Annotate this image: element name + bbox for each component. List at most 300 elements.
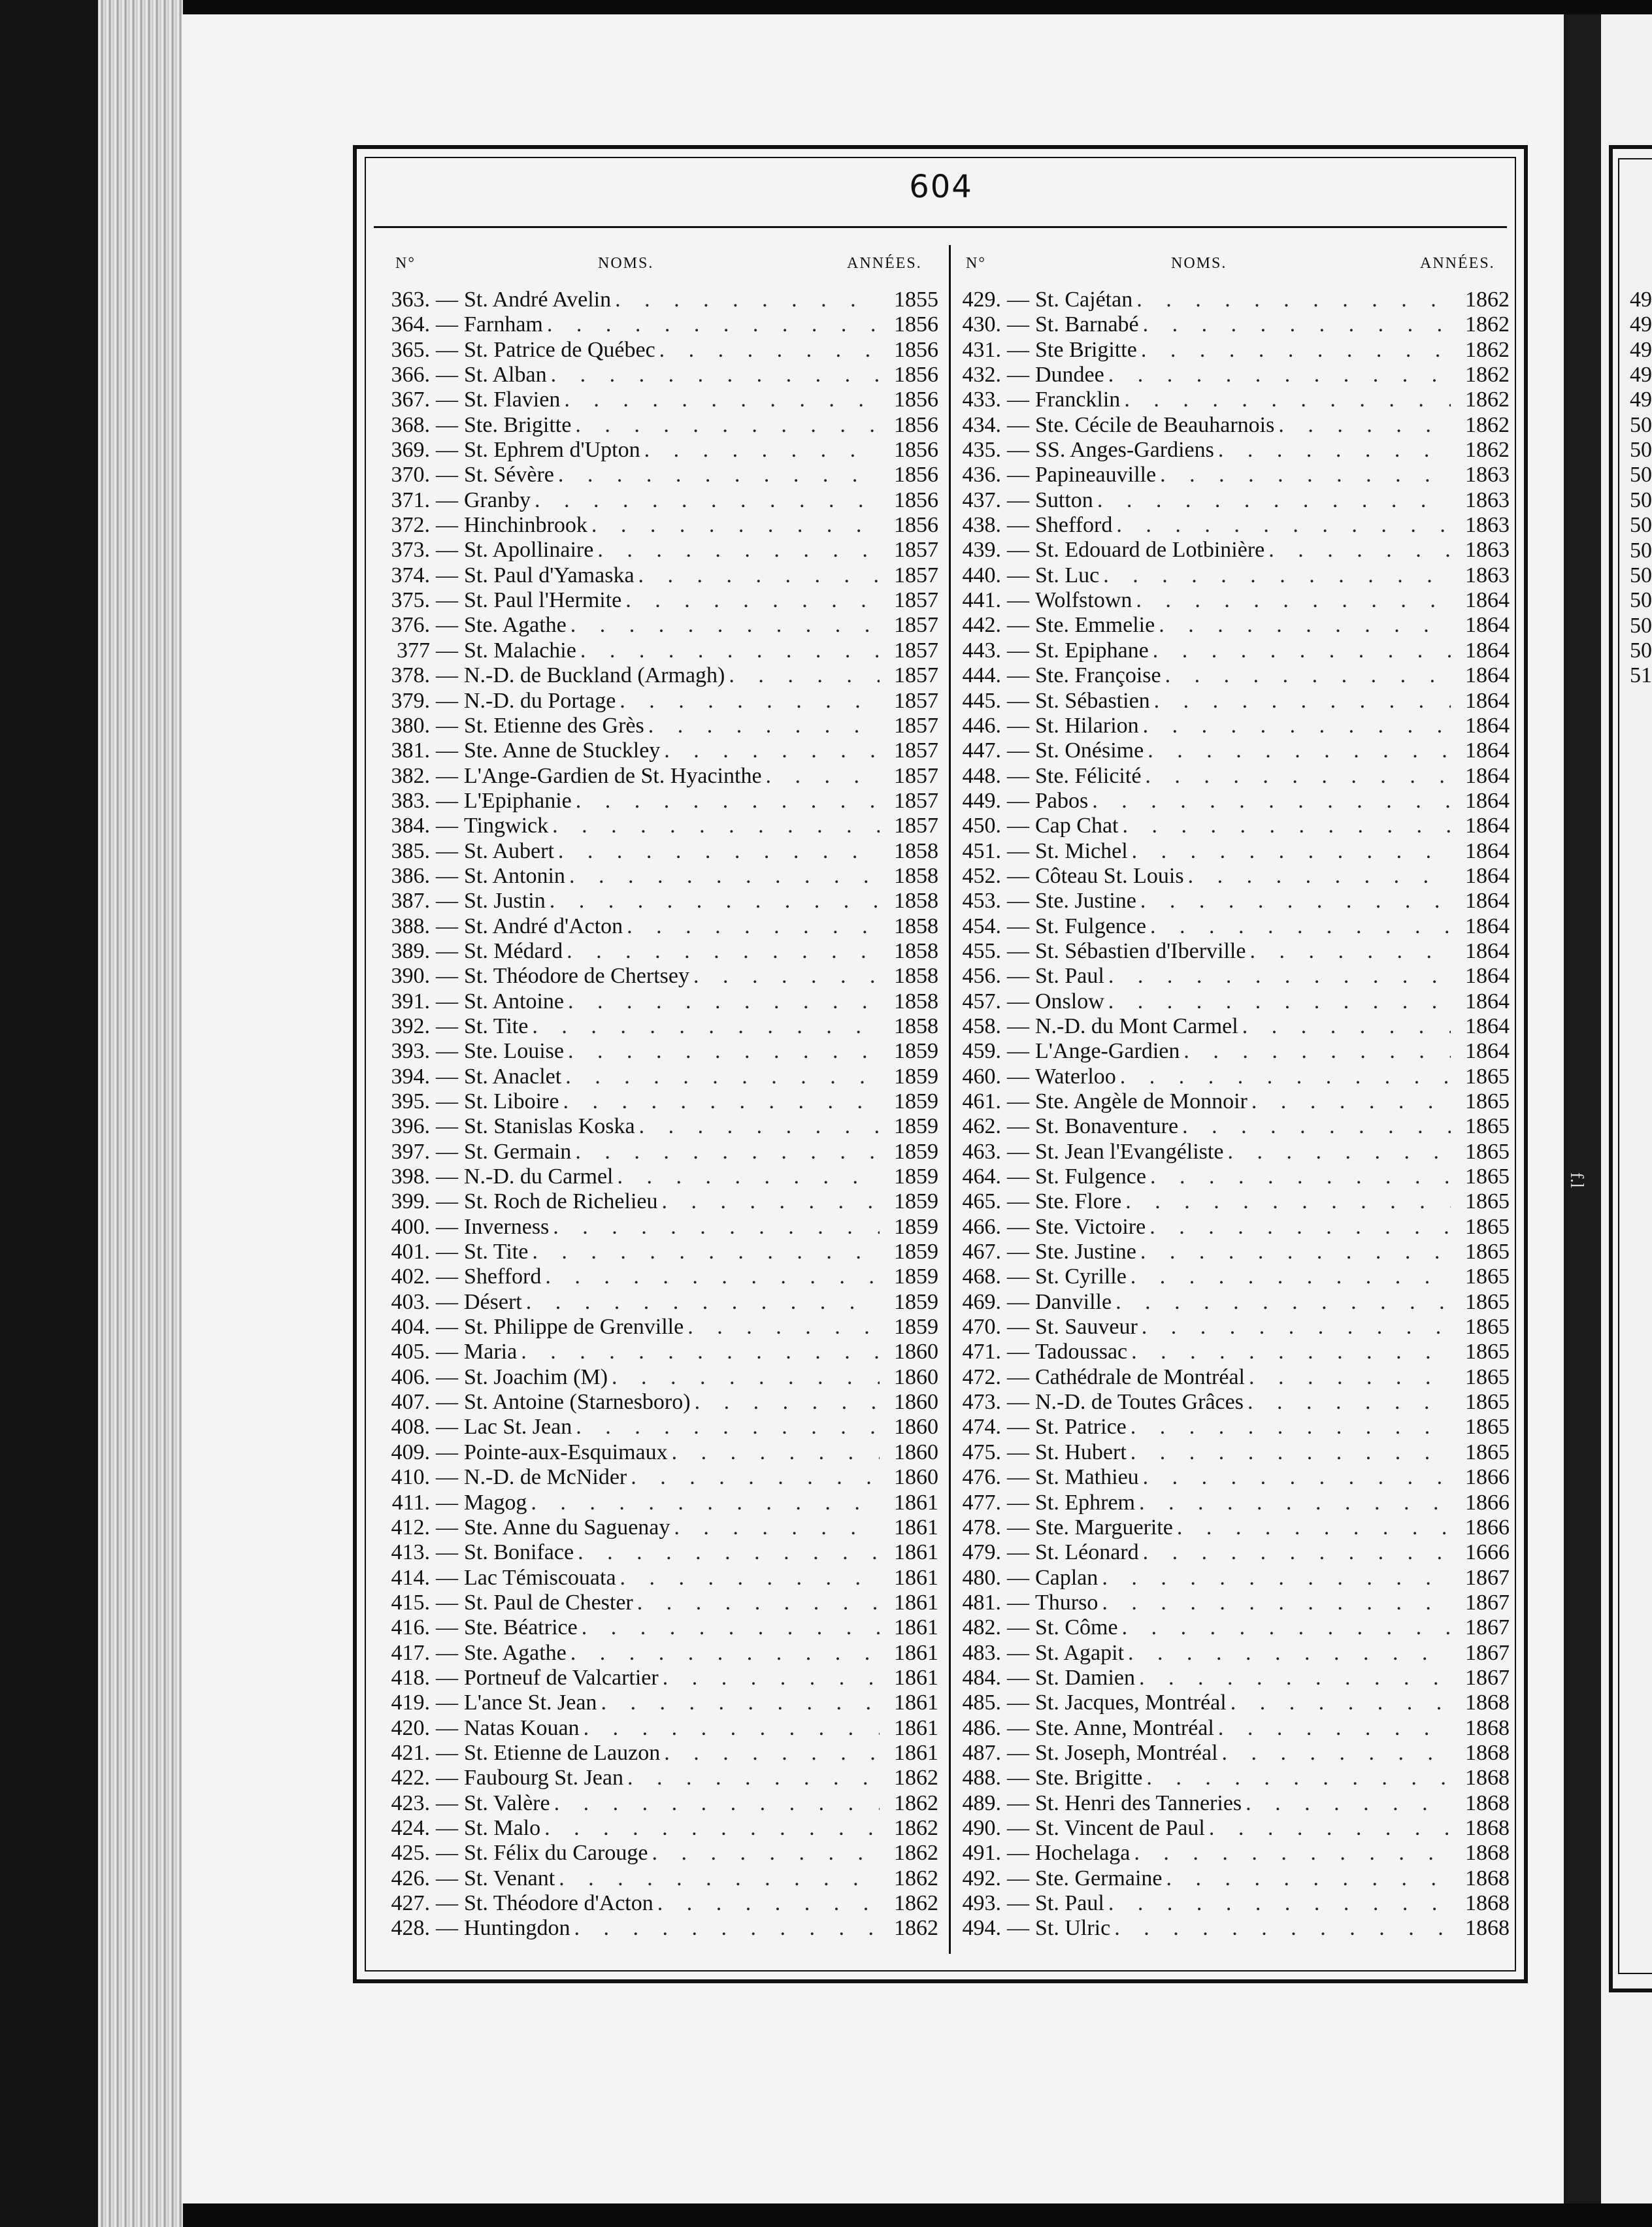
entry-year: 1868 xyxy=(1465,1841,1510,1866)
entry-dash: — xyxy=(1007,1364,1029,1389)
leader-dots xyxy=(1143,1465,1451,1490)
entry-name: Ste. Anne de Stuckley xyxy=(464,738,661,763)
entry-dash: — xyxy=(436,463,458,487)
leader-dots xyxy=(1153,638,1451,663)
entry-dash: — xyxy=(1007,1691,1029,1715)
table-row xyxy=(375,288,938,312)
table-row xyxy=(946,839,1510,864)
leader-dots xyxy=(558,839,880,864)
entry-name: N.-D. de Toutes Grâces xyxy=(1035,1390,1244,1415)
entry-dash: — xyxy=(1007,1590,1029,1615)
entry-year: 1868 xyxy=(1465,1891,1510,1915)
leader-dots xyxy=(1108,989,1451,1014)
table-row xyxy=(375,1540,938,1565)
entry-number: 462. xyxy=(962,1114,1001,1139)
entry-dash: — xyxy=(1007,1240,1029,1264)
entry-number: 487. xyxy=(962,1740,1001,1765)
entry-year: 1864 xyxy=(1465,613,1510,638)
entry-number: 369. xyxy=(391,438,430,463)
next-page-number: 50 xyxy=(1630,438,1652,463)
entry-year: 1861 xyxy=(894,1490,938,1515)
entry-year: 1864 xyxy=(1465,938,1510,963)
table-row xyxy=(375,1039,938,1064)
entry-dash: — xyxy=(1007,1841,1029,1866)
table-row xyxy=(375,1189,938,1214)
entry-year: 1864 xyxy=(1465,1014,1510,1038)
entry-dash: — xyxy=(1007,1515,1029,1540)
entry-dash: — xyxy=(436,889,458,914)
entry-number: 444. xyxy=(962,663,1001,688)
leader-dots xyxy=(620,1566,880,1591)
entry-year: 1861 xyxy=(894,1640,938,1665)
entry-name: St. Epiphane xyxy=(1035,638,1149,663)
left-column-entries xyxy=(375,288,938,1941)
table-row xyxy=(375,463,938,487)
entry-number: 491. xyxy=(962,1841,1001,1866)
table-row xyxy=(375,814,938,838)
entry-name: St. Vincent de Paul xyxy=(1035,1815,1205,1840)
entry-number: 395. xyxy=(391,1089,430,1114)
leader-dots xyxy=(1114,1916,1451,1941)
entry-dash: — xyxy=(436,538,458,563)
leader-dots xyxy=(1251,1089,1451,1114)
entry-number: 371. xyxy=(391,487,430,512)
table-row xyxy=(375,689,938,714)
entry-number: 477. xyxy=(962,1490,1001,1515)
entry-year: 1868 xyxy=(1465,1691,1510,1715)
table-row xyxy=(375,1615,938,1640)
entry-number: 441. xyxy=(962,588,1001,613)
entry-year: 1856 xyxy=(894,312,938,337)
entry-year: 1859 xyxy=(894,1039,938,1064)
table-row xyxy=(946,1515,1510,1540)
entry-year: 1860 xyxy=(894,1440,938,1464)
leader-dots xyxy=(766,764,880,789)
entry-year: 1864 xyxy=(1465,688,1510,713)
entry-name: Ste. Félicité xyxy=(1035,763,1142,788)
entry-number: 423. xyxy=(391,1790,430,1815)
leader-dots xyxy=(1242,1014,1451,1039)
entry-name: Farnham xyxy=(464,312,543,337)
entry-dash: — xyxy=(1007,388,1029,412)
table-row xyxy=(946,889,1510,914)
leader-dots xyxy=(1145,764,1451,789)
entry-number: 376. xyxy=(391,613,430,638)
next-page-number: 50 xyxy=(1630,638,1652,663)
entry-year: 1865 xyxy=(1465,1289,1510,1314)
entry-number: 400. xyxy=(391,1214,430,1239)
entry-number: 445. xyxy=(962,688,1001,713)
entry-year: 1868 xyxy=(1465,1916,1510,1941)
entry-dash: — xyxy=(436,487,458,512)
entry-year: 1861 xyxy=(894,1691,938,1715)
table-row xyxy=(375,1365,938,1390)
entry-number: 473. xyxy=(962,1390,1001,1415)
entry-number: 401. xyxy=(391,1240,430,1264)
entry-year: 1862 xyxy=(894,1815,938,1840)
entry-year: 1862 xyxy=(894,1866,938,1890)
entry-dash: — xyxy=(436,1440,458,1464)
entry-year: 1858 xyxy=(894,964,938,989)
leader-dots xyxy=(1247,1390,1451,1415)
entry-name: St. Justin xyxy=(464,889,546,914)
entry-year: 1863 xyxy=(1465,487,1510,512)
entry-name: L'ance St. Jean xyxy=(464,1691,597,1715)
entry-number: 481. xyxy=(962,1590,1001,1615)
entry-year: 1858 xyxy=(894,938,938,963)
entry-name: Lac St. Jean xyxy=(464,1415,572,1440)
entry-year: 1859 xyxy=(894,1064,938,1089)
table-row xyxy=(946,1716,1510,1741)
leader-dots xyxy=(552,814,880,838)
table-row xyxy=(946,1365,1510,1390)
entry-name: L'Epiphanie xyxy=(464,788,572,813)
entry-name: St. Henri des Tanneries xyxy=(1035,1790,1242,1815)
header-years-right: ANNÉES. xyxy=(1420,255,1495,272)
next-page-number: 50 xyxy=(1630,563,1652,587)
entry-dash: — xyxy=(436,613,458,638)
entry-number: 413. xyxy=(391,1540,430,1565)
leader-dots xyxy=(1128,1641,1451,1666)
table-row xyxy=(375,1816,938,1841)
entry-name: St. Paul l'Hermite xyxy=(464,588,622,613)
table-row xyxy=(946,1816,1510,1841)
leader-dots xyxy=(564,388,880,412)
entry-dash: — xyxy=(436,412,458,437)
entry-name: Ste. Emmelie xyxy=(1035,613,1155,638)
entry-name: Ste. Justine xyxy=(1035,1240,1136,1264)
table-row xyxy=(946,864,1510,889)
entry-dash: — xyxy=(1007,688,1029,713)
table-row xyxy=(946,588,1510,613)
entry-number: 479. xyxy=(962,1540,1001,1565)
entry-number: 390. xyxy=(391,964,430,989)
table-row xyxy=(375,388,938,412)
leader-dots xyxy=(1140,1240,1451,1264)
entry-name: St. Théodore de Chertsey xyxy=(464,964,689,989)
entry-name: St. Sévère xyxy=(464,463,554,487)
entry-number: 420. xyxy=(391,1715,430,1740)
entry-number: 460. xyxy=(962,1064,1001,1089)
entry-number: 455. xyxy=(962,938,1001,963)
entry-name: St. Aubert xyxy=(464,838,554,863)
table-row xyxy=(946,1114,1510,1139)
leader-dots xyxy=(601,1691,880,1715)
entry-dash: — xyxy=(1007,1766,1029,1790)
entry-dash: — xyxy=(1007,588,1029,613)
entry-year: 1862 xyxy=(1465,288,1510,312)
entry-number: 409. xyxy=(391,1440,430,1464)
entry-number: 424. xyxy=(391,1815,430,1840)
entry-number: 402. xyxy=(391,1264,430,1289)
entry-number: 452. xyxy=(962,863,1001,888)
table-row xyxy=(946,738,1510,763)
leader-dots xyxy=(521,1340,880,1364)
entry-year: 1865 xyxy=(1465,1340,1510,1364)
table-row xyxy=(946,1264,1510,1289)
entry-name: Hochelaga xyxy=(1035,1841,1131,1866)
next-page-number: 50 xyxy=(1630,613,1652,638)
header-num-right: N° xyxy=(966,255,986,272)
entry-year: 1864 xyxy=(1465,638,1510,663)
table-row xyxy=(375,1315,938,1340)
entry-number: 490. xyxy=(962,1815,1001,1840)
entry-dash: — xyxy=(1007,1064,1029,1089)
entry-dash: — xyxy=(436,1340,458,1364)
entry-name: St. Flavien xyxy=(464,388,561,412)
leader-dots xyxy=(1139,1491,1451,1515)
entry-name: Shefford xyxy=(1035,513,1113,538)
entry-year: 1859 xyxy=(894,1240,938,1264)
entry-name: St. Paul de Chester xyxy=(464,1590,633,1615)
leader-dots xyxy=(663,1666,880,1691)
table-row xyxy=(946,338,1510,363)
entry-dash: — xyxy=(1007,1114,1029,1139)
entry-number: 425. xyxy=(391,1841,430,1866)
table-row xyxy=(375,1114,938,1139)
entry-dash: — xyxy=(436,1640,458,1665)
leader-dots xyxy=(674,1515,880,1540)
leader-dots xyxy=(582,1615,880,1640)
leader-dots xyxy=(578,1540,880,1565)
entry-year: 1865 xyxy=(1465,1390,1510,1415)
table-row xyxy=(375,1791,938,1816)
table-row xyxy=(946,413,1510,438)
entry-number: 488. xyxy=(962,1766,1001,1790)
entry-dash: — xyxy=(1007,312,1029,337)
entry-name: Ste. Béatrice xyxy=(464,1615,578,1640)
entry-name: St. André d'Acton xyxy=(464,914,623,938)
entry-number: 397. xyxy=(391,1139,430,1164)
entry-name: St. Antonin xyxy=(464,863,565,888)
leader-dots xyxy=(568,989,880,1014)
entry-name: Cap Chat xyxy=(1035,814,1119,838)
entry-year: 1857 xyxy=(894,788,938,813)
entry-number: 458. xyxy=(962,1014,1001,1038)
table-row xyxy=(375,889,938,914)
entry-name: St. Agapit xyxy=(1035,1640,1125,1665)
entry-number: 483. xyxy=(962,1640,1001,1665)
entry-year: 1859 xyxy=(894,1289,938,1314)
table-row xyxy=(375,989,938,1014)
entry-number: 459. xyxy=(962,1039,1001,1064)
leader-dots xyxy=(1227,1140,1451,1164)
entry-number: 410. xyxy=(391,1465,430,1490)
entry-year: 1864 xyxy=(1465,788,1510,813)
entry-name: St. Germain xyxy=(464,1139,572,1164)
entry-year: 1861 xyxy=(894,1540,938,1565)
entry-number: 383. xyxy=(391,788,430,813)
entry-number: 364. xyxy=(391,312,430,337)
entry-number: 467. xyxy=(962,1240,1001,1264)
entry-dash: — xyxy=(436,1916,458,1941)
entry-year: 1862 xyxy=(894,1766,938,1790)
entry-year: 1862 xyxy=(894,1891,938,1915)
leader-dots xyxy=(1149,1215,1451,1240)
entry-dash: — xyxy=(436,588,458,613)
entry-year: 1856 xyxy=(894,412,938,437)
entry-name: Maria xyxy=(464,1340,518,1364)
entry-name: Ste. Victoire xyxy=(1035,1214,1146,1239)
entry-name: St. Barnabé xyxy=(1035,312,1139,337)
leader-dots xyxy=(693,964,880,989)
table-row xyxy=(375,1415,938,1440)
entry-number: 404. xyxy=(391,1315,430,1340)
entry-number: 436. xyxy=(962,463,1001,487)
entry-year: 1859 xyxy=(894,1089,938,1114)
entry-dash: — xyxy=(436,1139,458,1164)
entry-number: 417. xyxy=(391,1640,430,1665)
table-row xyxy=(946,1691,1510,1715)
entry-dash: — xyxy=(1007,487,1029,512)
leader-dots xyxy=(1108,1891,1451,1916)
table-row xyxy=(946,1591,1510,1615)
entry-year: 1860 xyxy=(894,1390,938,1415)
table-row xyxy=(375,363,938,388)
entry-name: St. Paul xyxy=(1035,964,1104,989)
table-row xyxy=(946,1014,1510,1039)
entry-dash: — xyxy=(1007,1415,1029,1440)
table-row xyxy=(375,1916,938,1941)
entry-dash: — xyxy=(1007,1715,1029,1740)
leader-dots xyxy=(1102,1591,1451,1615)
entry-name: St. Théodore d'Acton xyxy=(464,1891,653,1915)
entry-number: 414. xyxy=(391,1565,430,1590)
leader-dots xyxy=(639,1114,880,1139)
table-row xyxy=(946,488,1510,513)
entry-number: 471. xyxy=(962,1340,1001,1364)
entry-year: 1863 xyxy=(1465,463,1510,487)
entry-number: 408. xyxy=(391,1415,430,1440)
entry-dash: — xyxy=(1007,1014,1029,1038)
entry-number: 373. xyxy=(391,538,430,563)
leader-dots xyxy=(1146,1766,1451,1790)
table-row xyxy=(946,1465,1510,1490)
entry-year: 1862 xyxy=(1465,363,1510,388)
entry-dash: — xyxy=(1007,1665,1029,1690)
entry-year: 1865 xyxy=(1465,1214,1510,1239)
entry-year: 1865 xyxy=(1465,1364,1510,1389)
table-row xyxy=(946,1741,1510,1766)
entry-number: 433. xyxy=(962,388,1001,412)
entry-year: 1867 xyxy=(1465,1640,1510,1665)
table-row xyxy=(946,989,1510,1014)
entry-year: 1862 xyxy=(1465,388,1510,412)
leader-dots xyxy=(550,889,880,914)
table-row xyxy=(375,1891,938,1916)
entry-dash: — xyxy=(436,312,458,337)
leader-dots xyxy=(695,1390,880,1415)
entry-name: Ste. Agathe xyxy=(464,613,567,638)
leader-dots xyxy=(625,588,880,613)
entry-year: 1857 xyxy=(894,563,938,587)
entry-year: 1858 xyxy=(894,889,938,914)
entry-year: 1868 xyxy=(1465,1740,1510,1765)
entry-dash: — xyxy=(1007,1189,1029,1214)
leader-dots xyxy=(1143,312,1451,337)
entry-name: N.-D. du Portage xyxy=(464,688,616,713)
entry-number: 415. xyxy=(391,1590,430,1615)
table-row xyxy=(946,1064,1510,1089)
table-row xyxy=(375,588,938,613)
table-row xyxy=(946,1866,1510,1891)
entry-dash: — xyxy=(1007,1164,1029,1189)
leader-dots xyxy=(627,1766,880,1790)
header-names-left: NOMS. xyxy=(598,255,654,272)
entry-year: 1857 xyxy=(894,638,938,663)
entry-name: N.-D. de McNider xyxy=(464,1465,627,1490)
leader-dots xyxy=(1143,714,1451,738)
entry-name: St. Antoine xyxy=(464,989,565,1014)
leader-dots xyxy=(729,663,880,688)
entry-number: 378. xyxy=(391,663,430,688)
entry-dash: — xyxy=(1007,613,1029,638)
table-row xyxy=(375,1741,938,1766)
table-row xyxy=(375,864,938,889)
entry-year: 1864 xyxy=(1465,588,1510,613)
entry-dash: — xyxy=(1007,1465,1029,1490)
entry-name: St. Hubert xyxy=(1035,1440,1127,1464)
entry-number: 484. xyxy=(962,1665,1001,1690)
entry-dash: — xyxy=(1007,363,1029,388)
entry-dash: — xyxy=(436,738,458,763)
entry-number: 494. xyxy=(962,1916,1001,1941)
entry-year: 1862 xyxy=(1465,312,1510,337)
entry-year: 1864 xyxy=(1465,814,1510,838)
table-row xyxy=(375,1465,938,1490)
header-rule xyxy=(374,226,1507,228)
entry-number: 426. xyxy=(391,1866,430,1890)
entry-name: St. Boniface xyxy=(464,1540,574,1565)
entry-year: 1868 xyxy=(1465,1715,1510,1740)
entry-name: Ste. Anne du Saguenay xyxy=(464,1515,670,1540)
entry-dash: — xyxy=(436,1565,458,1590)
entry-year: 1864 xyxy=(1465,863,1510,888)
leader-dots xyxy=(1148,738,1451,763)
entry-dash: — xyxy=(436,1164,458,1189)
entry-name: Hinchinbrook xyxy=(464,513,587,538)
table-row xyxy=(375,1766,938,1790)
entry-year: 1858 xyxy=(894,863,938,888)
entry-year: 1864 xyxy=(1465,889,1510,914)
leader-dots xyxy=(1278,413,1451,438)
table-row xyxy=(946,288,1510,312)
entry-number: 435. xyxy=(962,438,1001,463)
entry-name: St. Damien xyxy=(1035,1665,1135,1690)
entry-name: St. Hilarion xyxy=(1035,713,1139,738)
entry-dash: — xyxy=(436,337,458,362)
entry-name: St. André Avelin xyxy=(464,288,612,312)
entry-year: 1864 xyxy=(1465,838,1510,863)
entry-number: 389. xyxy=(391,938,430,963)
table-row xyxy=(946,513,1510,538)
table-row xyxy=(375,613,938,638)
entry-year: 1866 xyxy=(1465,1515,1510,1540)
entry-year: 1861 xyxy=(894,1565,938,1590)
entry-number: 472. xyxy=(962,1364,1001,1389)
table-row xyxy=(375,488,938,513)
entry-dash: — xyxy=(436,1014,458,1038)
header-names-right: NOMS. xyxy=(1171,255,1227,272)
next-page-number: 50 xyxy=(1630,513,1652,538)
leader-dots xyxy=(574,1916,880,1941)
entry-dash: — xyxy=(436,1891,458,1915)
entry-dash: — xyxy=(1007,838,1029,863)
next-page-number: 49 xyxy=(1630,337,1652,362)
entry-number: 470. xyxy=(962,1315,1001,1340)
entry-year: 1857 xyxy=(894,688,938,713)
table-row xyxy=(375,663,938,688)
